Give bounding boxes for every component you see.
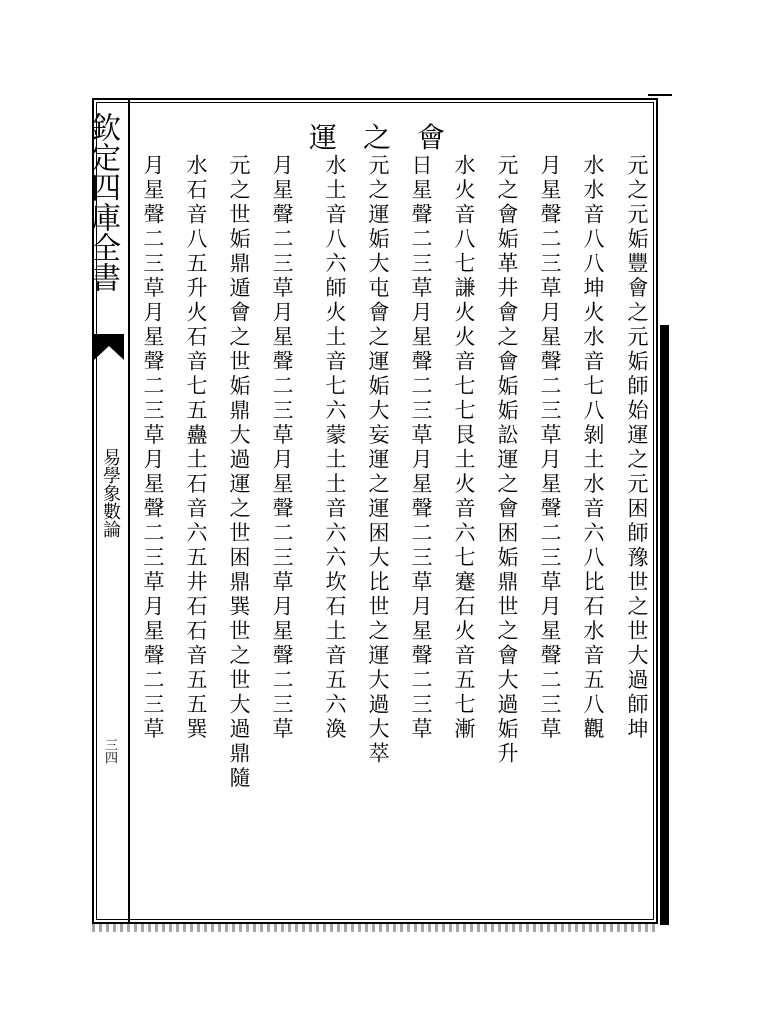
text-column: 元之會姤革井會之會姤姤訟運之會困姤鼎世之會大過姤升 bbox=[495, 154, 519, 767]
text-column: 元之世姤鼎遁會之世姤鼎大過運之世困鼎巽世之世大過鼎隨 bbox=[227, 154, 251, 791]
text-column: 水土音八六師火土音七六蒙土土音六六坎石土音五六渙 bbox=[323, 154, 347, 742]
margin-page-number: 三四 bbox=[102, 738, 117, 764]
top-right-rule bbox=[648, 94, 672, 96]
margin-divider bbox=[128, 100, 130, 922]
right-binding-bar bbox=[660, 325, 669, 925]
text-column: 月星聲二三草月星聲二三草月星聲二三草月星聲二三草 bbox=[538, 154, 562, 742]
bottom-edge-texture bbox=[92, 924, 658, 932]
text-column: 水火音八七謙火火音七七艮土火音六七蹇石火音五七漸 bbox=[452, 154, 476, 742]
text-column: 水石音八五升火石音七五蠱土石音六五井石石音五五巽 bbox=[184, 154, 208, 742]
text-column: 元之運姤大屯會之運姤大妄運之運困大比世之運大過大萃 bbox=[366, 154, 390, 767]
text-column: 月星聲二三草月星聲二三草月星聲二三草月星聲二三草 bbox=[141, 154, 165, 742]
text-column: 水水音八八坤火水音七八剝土水音六八比石水音五八觀 bbox=[581, 154, 605, 742]
text-column: 日星聲二三草月星聲二三草月星聲二三草月星聲二三草 bbox=[409, 154, 433, 742]
margin-book-title: 易學象數論 bbox=[100, 448, 121, 538]
header-title: 運之會 bbox=[308, 121, 471, 154]
text-column: 元之元姤豐會之元姤師始運之元困師豫世之世大過師坤 bbox=[625, 154, 649, 742]
fishtail-mark-icon bbox=[92, 332, 126, 362]
text-column: 月星聲二三草月星聲二三草月星聲二三草月星聲二三草 bbox=[270, 154, 294, 742]
margin-title: 欽定四庫全書 bbox=[85, 112, 120, 292]
